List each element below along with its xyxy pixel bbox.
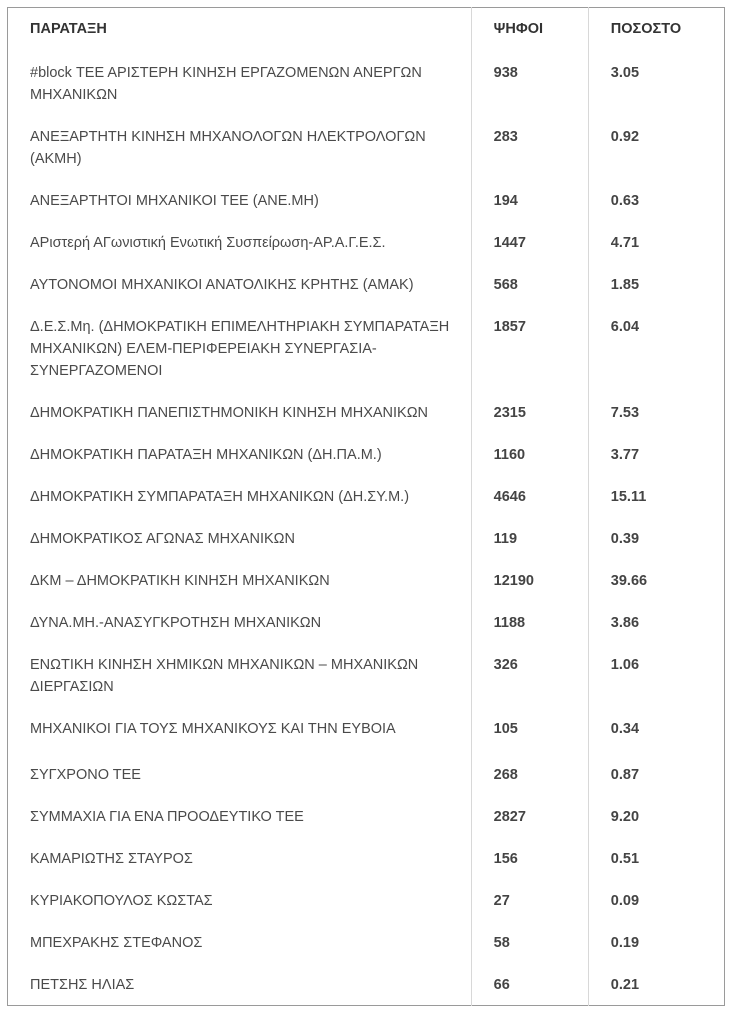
votes-cell: 27 <box>471 879 588 921</box>
party-name-cell: ΔΚΜ – ΔΗΜΟΚΡΑΤΙΚΗ ΚΙΝΗΣΗ ΜΗΧΑΝΙΚΩΝ <box>8 559 472 601</box>
percent-cell: 4.71 <box>610 234 640 251</box>
percent-cell: 0.19 <box>610 934 640 951</box>
party-name-cell: ΑΝΕΞΑΡΤΗΤΟΙ ΜΗΧΑΝΙΚΟΙ ΤΕΕ (ΑΝΕ.ΜΗ) <box>8 179 472 221</box>
party-name-cell: ΜΠΕΧΡΑΚΗΣ ΣΤΕΦΑΝΟΣ <box>8 921 472 963</box>
table-row <box>8 115 725 179</box>
table-row <box>8 921 725 963</box>
party-name-cell: ΔΗΜΟΚΡΑΤΙΚΗ ΠΑΡΑΤΑΞΗ ΜΗΧΑΝΙΚΩΝ (ΔΗ.ΠΑ.Μ.) <box>8 433 472 475</box>
percent-cell: 3.86 <box>610 614 640 631</box>
votes-cell: 105 <box>471 707 588 753</box>
table-body <box>8 51 725 1006</box>
party-name-cell: ΑΥΤΟΝΟΜΟΙ ΜΗΧΑΝΙΚΟΙ ΑΝΑΤΟΛΙΚΗΣ ΚΡΗΤΗΣ (ΑΜΑΚ) <box>8 263 472 305</box>
party-name-cell: ΚΑΜΑΡΙΩΤΗΣ ΣΤΑΥΡΟΣ <box>8 837 472 879</box>
header-party: ΠΑΡΑΤΑΞΗ <box>8 8 472 51</box>
percent-cell: 6.04 <box>610 318 640 335</box>
party-name-cell: ΑΝΕΞΑΡΤΗΤΗ ΚΙΝΗΣΗ ΜΗΧΑΝΟΛΟΓΩΝ ΗΛΕΚΤΡΟΛΟΓΩΝ (ΑΚΜΗ) <box>8 115 472 179</box>
table-row <box>8 837 725 879</box>
table-row <box>8 51 725 115</box>
table-row <box>8 601 725 643</box>
votes-cell: 2315 <box>471 391 588 433</box>
table-row <box>8 433 725 475</box>
table-header-row <box>8 8 725 51</box>
table-row <box>8 221 725 263</box>
party-name-cell: ΜΗΧΑΝΙΚΟΙ ΓΙΑ ΤΟΥΣ ΜΗΧΑΝΙΚΟΥΣ ΚΑΙ ΤΗΝ ΕΥΒΟΙΑ <box>8 707 472 753</box>
table-row <box>8 643 725 707</box>
table-row <box>8 559 725 601</box>
percent-cell: 0.87 <box>610 766 640 783</box>
percent-cell: 1.06 <box>610 656 640 673</box>
percent-cell: 0.63 <box>610 192 640 209</box>
votes-cell: 4646 <box>471 475 588 517</box>
party-name-cell: ΠΕΤΣΗΣ ΗΛΙΑΣ <box>8 963 472 1006</box>
percent-cell: 0.34 <box>610 720 640 737</box>
votes-cell: 119 <box>471 517 588 559</box>
percent-cell: 9.20 <box>610 808 640 825</box>
percent-cell: 15.11 <box>610 488 647 505</box>
table-row <box>8 391 725 433</box>
votes-cell: 283 <box>471 115 588 179</box>
table-row <box>8 517 725 559</box>
percent-cell: 39.66 <box>610 572 648 589</box>
percent-cell: 0.21 <box>610 976 640 993</box>
votes-cell: 156 <box>471 837 588 879</box>
table-row <box>8 305 725 391</box>
table-row <box>8 879 725 921</box>
percent-cell: 0.92 <box>610 128 640 145</box>
percent-cell: 3.05 <box>610 64 640 81</box>
percent-cell: 0.09 <box>610 892 640 909</box>
table-row <box>8 707 725 753</box>
votes-cell: 568 <box>471 263 588 305</box>
table-row <box>8 963 725 1006</box>
table-row <box>8 753 725 795</box>
votes-cell: 66 <box>471 963 588 1006</box>
votes-cell: 1160 <box>471 433 588 475</box>
party-name-cell: ΔΗΜΟΚΡΑΤΙΚΗ ΠΑΝΕΠΙΣΤΗΜΟΝΙΚΗ ΚΙΝΗΣΗ ΜΗΧΑΝΙΚΩΝ <box>8 391 472 433</box>
table-row <box>8 475 725 517</box>
votes-cell: 268 <box>471 753 588 795</box>
votes-cell: 58 <box>471 921 588 963</box>
header-votes: ΨΗΦΟΙ <box>471 8 588 51</box>
header-percent: ΠΟΣΟΣΤΟ <box>610 21 682 37</box>
party-name-cell: ΑΡιστερή ΑΓωνιστική Ενωτική Συσπείρωση-ΑΡ.Α.Γ.Ε.Σ. <box>8 221 472 263</box>
percent-cell: 0.51 <box>610 850 640 867</box>
party-name-cell: ΚΥΡΙΑΚΟΠΟΥΛΟΣ ΚΩΣΤΑΣ <box>8 879 472 921</box>
percent-cell: 3.77 <box>610 446 640 463</box>
results-table <box>7 7 725 1006</box>
party-name-cell: ΕΝΩΤΙΚΗ ΚΙΝΗΣΗ ΧΗΜΙΚΩΝ ΜΗΧΑΝΙΚΩΝ – ΜΗΧΑΝΙΚΩΝ ΔΙΕΡΓΑΣΙΩΝ <box>8 643 472 707</box>
votes-cell: 12190 <box>471 559 588 601</box>
percent-cell: 0.39 <box>610 530 640 547</box>
party-name-cell: ΔΗΜΟΚΡΑΤΙΚΟΣ ΑΓΩΝΑΣ ΜΗΧΑΝΙΚΩΝ <box>8 517 472 559</box>
table-row <box>8 179 725 221</box>
votes-cell: 1188 <box>471 601 588 643</box>
votes-cell: 1857 <box>471 305 588 391</box>
percent-cell: 1.85 <box>610 276 640 293</box>
votes-cell: 938 <box>471 51 588 115</box>
votes-cell: 194 <box>471 179 588 221</box>
party-name-cell: ΔΥΝΑ.ΜΗ.-ΑΝΑΣΥΓΚΡΟΤΗΣΗ ΜΗΧΑΝΙΚΩΝ <box>8 601 472 643</box>
party-name-cell: ΔΗΜΟΚΡΑΤΙΚΗ ΣΥΜΠΑΡΑΤΑΞΗ ΜΗΧΑΝΙΚΩΝ (ΔΗ.ΣΥ.Μ.) <box>8 475 472 517</box>
party-name-cell: ΣΥΓΧΡΟΝΟ ΤΕΕ <box>8 753 472 795</box>
party-name-cell: Δ.Ε.Σ.Μη. (ΔΗΜΟΚΡΑΤΙΚΗ ΕΠΙΜΕΛΗΤΗΡΙΑΚΗ ΣΥΜΠΑΡΑΤΑΞΗ ΜΗΧΑΝΙΚΩΝ) ΕΛΕΜ-ΠΕΡΙΦΕΡΕΙΑΚΗ ΣΥΝΕΡΓΑΣΙΑ-ΣΥΝΕΡΓΑΖΟΜΕΝΟΙ <box>8 305 472 391</box>
percent-cell: 7.53 <box>610 404 640 421</box>
party-name-cell: ΣΥΜΜΑΧΙΑ ΓΙΑ ΕΝΑ ΠΡΟΟΔΕΥΤΙΚΟ ΤΕΕ <box>8 795 472 837</box>
votes-cell: 2827 <box>471 795 588 837</box>
votes-cell: 1447 <box>471 221 588 263</box>
votes-cell: 326 <box>471 643 588 707</box>
party-name-cell: #block ΤΕΕ ΑΡΙΣΤΕΡΗ ΚΙΝΗΣΗ ΕΡΓΑΖΟΜΕΝΩΝ ΑΝΕΡΓΩΝ ΜΗΧΑΝΙΚΩΝ <box>8 51 472 115</box>
table-row <box>8 795 725 837</box>
table-row <box>8 263 725 305</box>
